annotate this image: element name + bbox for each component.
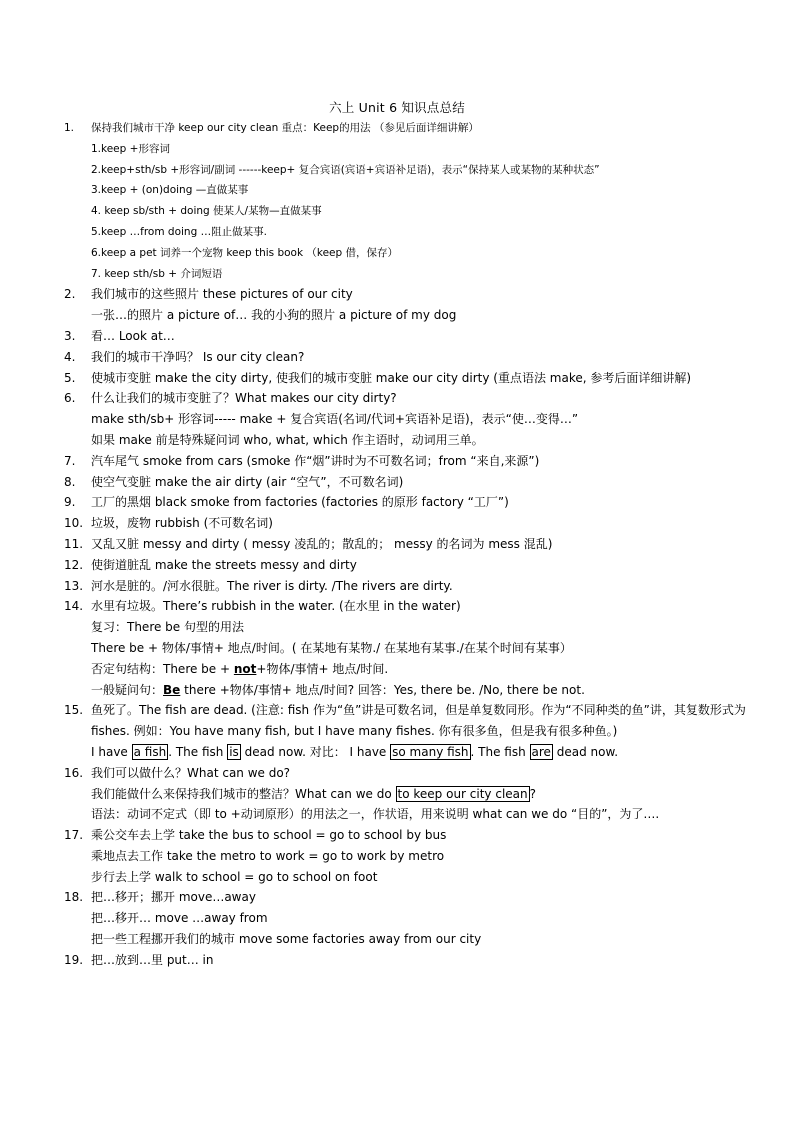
item-number: 7.: [64, 453, 76, 468]
item-line: 4. keep sb/sth + doing 使某人/某物—直做某事: [91, 205, 322, 218]
list-item: [60, 492, 750, 513]
text-segment: . The fish: [168, 744, 228, 759]
item-line: 把…放到…里 put… in: [91, 952, 214, 967]
item-number: 17.: [64, 828, 84, 843]
text-segment: . The fish: [470, 744, 530, 759]
item-line: 使街道脏乱 make the streets messy and dirty: [91, 557, 357, 572]
item-line: 7. keep sth/sb + 介词短语: [91, 267, 223, 280]
item-line: 把…移开… move …away from: [91, 911, 268, 926]
item-number: 12.: [64, 557, 84, 572]
item-line: 什么让我们的城市变脏了？What makes our city dirty?: [91, 391, 397, 406]
boxed-word: are: [531, 744, 551, 759]
item-line: 把一些工程挪开我们的城市 move some factories away from our city: [91, 932, 482, 947]
list-item: [60, 388, 750, 450]
item-line: [91, 742, 750, 763]
boxed-word: so many fish: [392, 744, 469, 759]
item-line: 我们可以做什么？What can we do?: [91, 765, 291, 780]
item-line: 水里有垃圾。There’s rubbish in the water. (在水里 in the water): [91, 599, 461, 614]
item-line: 一张…的照片 a picture of… 我的小狗的照片 a picture of my dog: [91, 308, 457, 323]
item-number: 8.: [64, 474, 76, 489]
list-item: [60, 368, 750, 389]
emphasis-not: not: [233, 661, 257, 676]
item-line: 河水是脏的。/河水很脏。The river is dirty. /The rivers are dirty.: [91, 578, 453, 593]
boxed-word: is: [229, 744, 239, 759]
item-line: [91, 680, 750, 701]
list-item: [60, 576, 750, 597]
text-segment: 一般疑问句：: [91, 682, 164, 697]
list-item: [60, 680, 750, 701]
item-line: 使空气变脏 make the air dirty (air “空气”，不可数名词): [91, 474, 404, 489]
item-line: 乘地点去工作 take the metro to work = go to work by metro: [91, 848, 445, 863]
item-line: 我们的城市干净吗？ Is our city clean?: [91, 349, 305, 364]
item-line: 如果 make 前是特殊疑问词 who, what, which 作主语时，动词用三单。: [91, 432, 484, 447]
item-line: 3.keep + (on)doing —直做某事: [91, 184, 249, 197]
list-item: [60, 596, 750, 658]
item-line: 1.keep +形容词: [91, 142, 170, 155]
list-item: [60, 347, 750, 368]
list-item: [60, 326, 750, 347]
item-line: 复习：There be 句型的用法: [91, 620, 245, 635]
item-number: 6.: [64, 391, 76, 406]
item-line: 5.keep …from doing …阻止做某事.: [91, 225, 267, 238]
list-item: [60, 825, 750, 887]
item-line: 我们城市的这些照片 these pictures of our city: [91, 287, 353, 302]
list-item: [60, 284, 750, 326]
text-segment: ?: [529, 786, 536, 801]
item-number: 11.: [64, 536, 84, 551]
item-number: 13.: [64, 578, 84, 593]
list-item: [60, 659, 750, 680]
item-line: [91, 659, 750, 680]
text-segment: +物体/事情+ 地点/时间.: [256, 661, 389, 676]
emphasis-be: Be: [163, 682, 181, 697]
item-number: 1.: [64, 122, 75, 134]
item-line: [91, 784, 750, 805]
item-line: 看… Look at…: [91, 328, 175, 343]
item-number: 3.: [64, 328, 76, 343]
item-line: 汽车尾气 smoke from cars (smoke 作“烟”讲时为不可数名词；from “来自,来源”): [91, 453, 540, 468]
list-item: [60, 784, 750, 805]
list-item: [60, 513, 750, 534]
list-item: [60, 534, 750, 555]
item-line: 乘公交车去上学 take the bus to school = go to school by bus: [91, 828, 447, 843]
list-item: [60, 472, 750, 493]
knowledge-list: [60, 118, 750, 971]
list-item: [60, 804, 750, 825]
item-line: 使城市变脏 make the city dirty, 使我们的城市变脏 make our city dirty (重点语法 make, 参考后面详细讲解): [91, 370, 692, 385]
item-line: 保持我们城市干净 keep our city clean 重点：Keep的用法 （参见后面详细讲解）: [91, 122, 479, 134]
item-number: 15.: [64, 703, 84, 718]
item-line: 2.keep+sth/sb +形容词/副词 ------keep+ 复合宾语(宾语+宾语补足语)，表示“保持某人或某物的某种状态”: [91, 163, 600, 176]
item-line: 工厂的黑烟 black smoke from factories (factories 的原形 factory “工厂”): [91, 495, 509, 510]
item-line: 又乱又脏 messy and dirty ( messy 凌乱的；散乱的； messy 的名词为 mess 混乱): [91, 536, 553, 551]
list-item: [60, 742, 750, 763]
item-line: There be + 物体/事情+ 地点/时间。( 在某地有某物./ 在某地有某事./在某个时间有某事）: [91, 640, 572, 655]
item-line: 鱼死了。The fish are dead. (注意: fish 作为“鱼”讲是可数名词，但是单复数同形。作为“不同种类的鱼”讲，其复数形式为 fishes. 例如：You have many fish, but I have many fishes. 你有很多鱼，但是我有很多种鱼。): [91, 703, 746, 739]
item-number: 10.: [64, 516, 84, 531]
item-number: 19.: [64, 952, 84, 967]
list-item: [60, 118, 750, 284]
list-item: [60, 887, 750, 949]
item-line: 步行去上学 walk to school = go to school on foot: [91, 869, 378, 884]
item-line: make sth/sb+ 形容词----- make + 复合宾语(名词/代词+宾语补足语)，表示“使…变得…”: [91, 412, 579, 427]
list-item: [60, 451, 750, 472]
item-number: 16.: [64, 765, 84, 780]
list-item: [60, 555, 750, 576]
page-title: 六上 Unit 6 知识点总结: [329, 100, 465, 115]
boxed-phrase: to keep our city clean: [397, 786, 528, 801]
item-line: 语法：动词不定式（即 to +动词原形）的用法之一，作状语，用来说明 what can we do “目的”，为了….: [91, 807, 660, 822]
list-item: [60, 950, 750, 971]
item-line: 把…移开；挪开 move…away: [91, 890, 256, 905]
list-item: [60, 700, 750, 742]
text-segment: there +物体/事情+ 地点/时间? 回答：Yes, there be. /No, there be not.: [180, 682, 585, 697]
item-line: 垃圾，废物 rubbish (不可数名词): [91, 516, 273, 531]
text-segment: dead now. 对比： I have: [240, 744, 391, 759]
item-line: 6.keep a pet 词养一个宠物 keep this book （keep 借，保存）: [91, 246, 399, 259]
item-number: 2.: [64, 287, 76, 302]
text-segment: I have: [91, 744, 132, 759]
item-number: 4.: [64, 349, 76, 364]
text-segment: dead now.: [552, 744, 619, 759]
item-number: 18.: [64, 890, 84, 905]
text-segment: 我们能做什么来保持我们城市的整洁？What can we do: [91, 786, 396, 801]
item-number: 5.: [64, 370, 76, 385]
item-number: 9.: [64, 495, 76, 510]
item-number: 14.: [64, 599, 84, 614]
boxed-word: a fish: [133, 744, 167, 759]
text-segment: 否定句结构：There be +: [91, 661, 234, 676]
list-item: [60, 763, 750, 784]
